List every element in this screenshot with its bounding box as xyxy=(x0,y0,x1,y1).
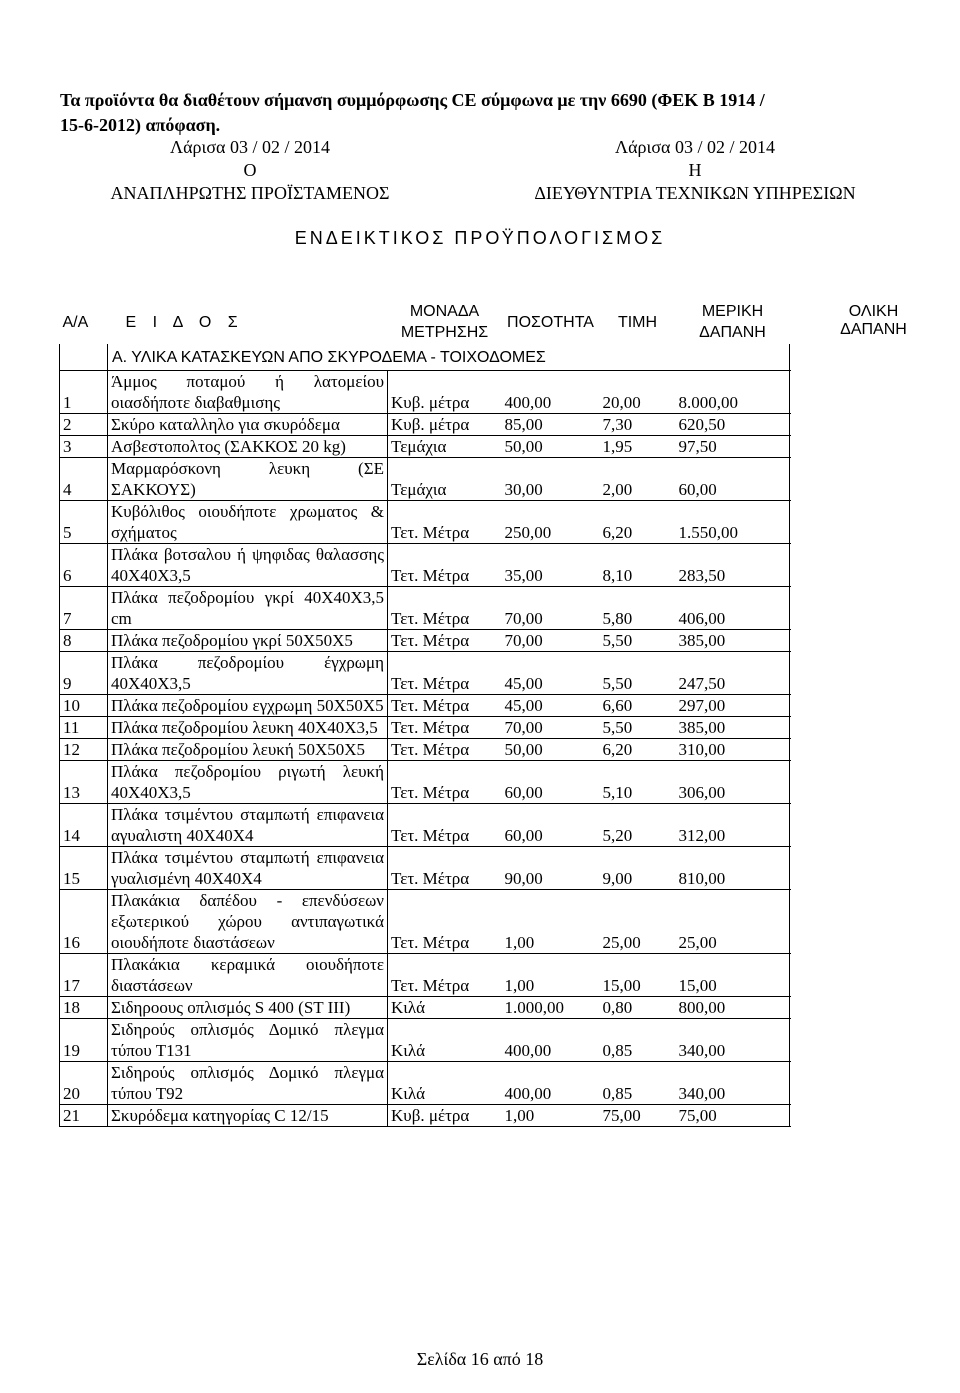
cell-qty: 400,00 xyxy=(502,1062,600,1105)
cell-item: Πλακάκια κεραμικά οιουδήποτε διαστάσεων xyxy=(108,954,388,997)
table-header-row xyxy=(60,300,790,344)
cell-price: 0,85 xyxy=(600,1019,676,1062)
cell-partial: 297,00 xyxy=(676,695,790,717)
cell-qty: 1,00 xyxy=(502,954,600,997)
cell-price: 75,00 xyxy=(600,1105,676,1127)
cell-qty: 90,00 xyxy=(502,847,600,890)
page-footer: Σελίδα 16 από 18 xyxy=(416,1349,544,1369)
cell-price: 6,20 xyxy=(600,501,676,544)
cell-item: Πλάκα πεζοδρομίου γκρί 40Χ40Χ3,5 cm xyxy=(108,587,388,630)
cell-unit: Κιλά xyxy=(388,1062,502,1105)
cell-aa: 19 xyxy=(60,1019,108,1062)
header-partial xyxy=(676,300,790,344)
cell-qty: 60,00 xyxy=(502,804,600,847)
header-unit-line-2: ΜΕΤΡΗΣΗΣ xyxy=(400,324,489,341)
header-aa: Α/Α xyxy=(62,313,89,331)
cell-price: 2,00 xyxy=(600,458,676,501)
cell-partial: 60,00 xyxy=(676,458,790,501)
table-row xyxy=(60,890,790,954)
cell-item: Πλάκα πεζοδρομίου λευκή 50Χ50Χ5 xyxy=(108,739,388,761)
cell-aa: 21 xyxy=(60,1105,108,1127)
cell-aa: 18 xyxy=(60,997,108,1019)
cell-partial: 810,00 xyxy=(676,847,790,890)
table-row xyxy=(60,544,790,587)
cell-qty: 45,00 xyxy=(502,695,600,717)
cell-item: Σιδηροους οπλισμός S 400 (ST III) xyxy=(108,997,388,1019)
cell-price: 5,50 xyxy=(600,652,676,695)
cell-partial: 312,00 xyxy=(676,804,790,847)
cell-item: Σιδηρούς οπλισμός Δομικό πλεγμα τύπου Τ131 xyxy=(108,1019,388,1062)
header-total xyxy=(826,303,921,339)
cell-aa: 8 xyxy=(60,630,108,652)
cell-price: 9,00 xyxy=(600,847,676,890)
cell-item: Πλάκα πεζοδρομίου γκρί 50Χ50Χ5 xyxy=(108,630,388,652)
signature-right-date: Λάρισα 03 / 02 / 2014 xyxy=(615,137,775,157)
cell-item: Πλάκα τσιμέντου σταμπωτή επιφανεια γυαλισμένη 40Χ40Χ4 xyxy=(108,847,388,890)
cell-item: Πλάκα πεζοδρομίου έγχρωμη 40Χ40Χ3,5 xyxy=(108,652,388,695)
cell-aa: 3 xyxy=(60,436,108,458)
cell-item: Πλάκα βοτσαλου ή ψηφιδας θαλασσης 40Χ40Χ3,5 xyxy=(108,544,388,587)
cell-unit: Τετ. Μέτρα xyxy=(388,717,502,739)
cell-unit: Κυβ. μέτρα xyxy=(388,371,502,414)
signature-left-article: Ο xyxy=(243,160,257,180)
signature-left-role: ΑΝΑΠΛΗΡΩΤΗΣ ΠΡΟΪΣΤΑΜΕΝΟΣ xyxy=(110,183,390,203)
header-unit xyxy=(388,300,502,344)
cell-item: Σιδηρούς οπλισμός Δομικό πλεγμα τύπου Τ92 xyxy=(108,1062,388,1105)
cell-item: Πλάκα πεζοδρομίου ριγωτή λευκή 40Χ40Χ3,5 xyxy=(108,761,388,804)
cell-partial: 620,50 xyxy=(676,414,790,436)
cell-item: Σκύρο καταλληλο για σκυρόδεμα xyxy=(108,414,388,436)
cell-partial: 25,00 xyxy=(676,890,790,954)
header-total-line-1: ΟΛΙΚΗ xyxy=(848,303,899,320)
cell-qty: 85,00 xyxy=(502,414,600,436)
cell-aa: 6 xyxy=(60,544,108,587)
table-row xyxy=(60,847,790,890)
cell-price: 5,20 xyxy=(600,804,676,847)
section-title: Α. ΥΛΙΚΑ ΚΑΤΑΣΚΕΥΩΝ ΑΠΟ ΣΚΥΡΟΔΕΜΑ - ΤΟΙΧΟΔΟΜΕΣ xyxy=(108,344,790,371)
cell-item: Πλάκα πεζοδρομίου λευκη 40Χ40Χ3,5 xyxy=(108,717,388,739)
table-row xyxy=(60,436,790,458)
cell-item: Πλάκα τσιμέντου σταμπωτή επιφανεια αγυαλιστη 40Χ40Χ4 xyxy=(108,804,388,847)
cell-unit: Τεμάχια xyxy=(388,458,502,501)
intro-line-2: 15-6-2012) απόφαση. xyxy=(60,115,221,135)
cell-unit: Τετ. Μέτρα xyxy=(388,761,502,804)
cell-partial: 1.550,00 xyxy=(676,501,790,544)
cell-aa: 2 xyxy=(60,414,108,436)
cell-item: Μαρμαρόσκονη λευκη (ΣΕ ΣΑΚΚΟΥΣ) xyxy=(108,458,388,501)
cell-unit: Τετ. Μέτρα xyxy=(388,847,502,890)
budget-title: ΕΝΔΕΙΚΤΙΚΟΣ ΠΡΟΫΠΟΛΟΓΙΣΜΟΣ xyxy=(294,228,666,248)
signature-left-date: Λάρισα 03 / 02 / 2014 xyxy=(170,137,330,157)
cell-partial: 283,50 xyxy=(676,544,790,587)
cell-price: 0,80 xyxy=(600,997,676,1019)
table-row xyxy=(60,954,790,997)
cell-unit: Κυβ. μέτρα xyxy=(388,1105,502,1127)
table-row xyxy=(60,414,790,436)
cell-partial: 310,00 xyxy=(676,739,790,761)
table-row xyxy=(60,739,790,761)
cell-partial: 75,00 xyxy=(676,1105,790,1127)
table-row xyxy=(60,804,790,847)
cell-partial: 97,50 xyxy=(676,436,790,458)
table-row xyxy=(60,1062,790,1105)
cell-qty: 60,00 xyxy=(502,761,600,804)
cell-partial: 8.000,00 xyxy=(676,371,790,414)
cell-qty: 1,00 xyxy=(502,1105,600,1127)
table-row xyxy=(60,761,790,804)
signature-left xyxy=(40,136,460,205)
cell-qty: 35,00 xyxy=(502,544,600,587)
cell-aa: 16 xyxy=(60,890,108,954)
cell-qty: 70,00 xyxy=(502,630,600,652)
cell-unit: Τετ. Μέτρα xyxy=(388,954,502,997)
cell-aa: 14 xyxy=(60,804,108,847)
cell-aa: 11 xyxy=(60,717,108,739)
cell-aa: 9 xyxy=(60,652,108,695)
header-item: Ε Ι Δ Ο Σ xyxy=(125,313,244,331)
header-partial-line-2: ΔΑΠΑΝΗ xyxy=(699,324,766,341)
table-row xyxy=(60,630,790,652)
cell-qty: 30,00 xyxy=(502,458,600,501)
cell-aa: 1 xyxy=(60,371,108,414)
cell-qty: 45,00 xyxy=(502,652,600,695)
cell-price: 5,50 xyxy=(600,717,676,739)
cell-unit: Τετ. Μέτρα xyxy=(388,739,502,761)
cell-aa: 13 xyxy=(60,761,108,804)
cell-unit: Κιλά xyxy=(388,1019,502,1062)
cell-price: 5,80 xyxy=(600,587,676,630)
cell-unit: Τετ. Μέτρα xyxy=(388,804,502,847)
cell-partial: 385,00 xyxy=(676,630,790,652)
cell-unit: Τετ. Μέτρα xyxy=(388,630,502,652)
section-row xyxy=(60,344,790,371)
cell-item: Ασβεστοπολτος (ΣΑΚΚΟΣ 20 kg) xyxy=(108,436,388,458)
cell-price: 5,10 xyxy=(600,761,676,804)
cell-unit: Τετ. Μέτρα xyxy=(388,587,502,630)
cell-unit: Τεμάχια xyxy=(388,436,502,458)
table-row xyxy=(60,371,790,414)
cell-aa: 15 xyxy=(60,847,108,890)
header-qty: ΠΟΣΟΤΗΤΑ xyxy=(507,313,594,331)
cell-item: Άμμος ποταμού ή λατομείου οιασδήποτε διαβαθμισης xyxy=(108,371,388,414)
cell-price: 8,10 xyxy=(600,544,676,587)
cell-qty: 50,00 xyxy=(502,739,600,761)
cell-price: 6,60 xyxy=(600,695,676,717)
cell-aa: 17 xyxy=(60,954,108,997)
header-total-line-2: ΔΑΠΑΝΗ xyxy=(840,321,907,338)
cell-aa: 4 xyxy=(60,458,108,501)
table-row xyxy=(60,458,790,501)
cell-qty: 400,00 xyxy=(502,371,600,414)
cell-aa: 7 xyxy=(60,587,108,630)
cell-partial: 340,00 xyxy=(676,1062,790,1105)
cell-qty: 70,00 xyxy=(502,587,600,630)
signature-right-role: ΔΙΕΥΘΥΝΤΡΙΑ ΤΕΧΝΙΚΩΝ ΥΠΗΡΕΣΙΩΝ xyxy=(534,183,856,203)
cell-price: 15,00 xyxy=(600,954,676,997)
cell-unit: Τετ. Μέτρα xyxy=(388,695,502,717)
header-partial-line-1: ΜΕΡΙΚΗ xyxy=(701,303,764,320)
header-unit-line-1: ΜΟΝΑΔΑ xyxy=(409,303,480,320)
cell-unit: Τετ. Μέτρα xyxy=(388,501,502,544)
cell-item: Σκυρόδεμα κατηγορίας C 12/15 xyxy=(108,1105,388,1127)
cell-qty: 1,00 xyxy=(502,890,600,954)
signature-right-article: Η xyxy=(688,160,702,180)
cell-price: 5,50 xyxy=(600,630,676,652)
table-row xyxy=(60,652,790,695)
cell-unit: Τετ. Μέτρα xyxy=(388,544,502,587)
table-row xyxy=(60,695,790,717)
intro-line-1: Τα προϊόντα θα διαθέτουν σήμανση συμμόρφωσης CE σύμφωνα με την 6690 (ΦΕΚ Β 1914 / xyxy=(60,90,765,110)
header-price: ΤΙΜΗ xyxy=(617,313,658,331)
cell-aa: 20 xyxy=(60,1062,108,1105)
cell-price: 6,20 xyxy=(600,739,676,761)
table-row xyxy=(60,1019,790,1062)
cell-price: 0,85 xyxy=(600,1062,676,1105)
cell-aa: 12 xyxy=(60,739,108,761)
cell-partial: 247,50 xyxy=(676,652,790,695)
cell-item: Πλάκα πεζοδρομίου εγχρωμη 50Χ50Χ5 xyxy=(108,695,388,717)
cell-aa: 10 xyxy=(60,695,108,717)
cell-price: 1,95 xyxy=(600,436,676,458)
cell-partial: 406,00 xyxy=(676,587,790,630)
cell-aa: 5 xyxy=(60,501,108,544)
table-row xyxy=(60,587,790,630)
table-row xyxy=(60,501,790,544)
cell-unit: Τετ. Μέτρα xyxy=(388,652,502,695)
cell-price: 7,30 xyxy=(600,414,676,436)
cell-partial: 800,00 xyxy=(676,997,790,1019)
cell-partial: 15,00 xyxy=(676,954,790,997)
cell-unit: Τετ. Μέτρα xyxy=(388,890,502,954)
budget-table xyxy=(59,300,790,1127)
cell-price: 20,00 xyxy=(600,371,676,414)
cell-qty: 400,00 xyxy=(502,1019,600,1062)
cell-partial: 306,00 xyxy=(676,761,790,804)
intro-paragraph xyxy=(60,88,920,138)
cell-qty: 70,00 xyxy=(502,717,600,739)
table-row xyxy=(60,717,790,739)
cell-qty: 1.000,00 xyxy=(502,997,600,1019)
signature-right xyxy=(470,136,920,205)
table-row xyxy=(60,997,790,1019)
cell-unit: Κιλά xyxy=(388,997,502,1019)
table-row xyxy=(60,1105,790,1127)
budget-table-body xyxy=(60,300,790,1127)
cell-item: Πλακάκια δαπέδου - επενδύσεων εξωτερικού χώρου αντιπαγωτικά οιουδήποτε διαστάσεων xyxy=(108,890,388,954)
cell-partial: 385,00 xyxy=(676,717,790,739)
cell-item: Κυβόλιθος οιουδήποτε χρωματος & σχήματος xyxy=(108,501,388,544)
cell-qty: 250,00 xyxy=(502,501,600,544)
cell-price: 25,00 xyxy=(600,890,676,954)
cell-unit: Κυβ. μέτρα xyxy=(388,414,502,436)
cell-partial: 340,00 xyxy=(676,1019,790,1062)
cell-qty: 50,00 xyxy=(502,436,600,458)
